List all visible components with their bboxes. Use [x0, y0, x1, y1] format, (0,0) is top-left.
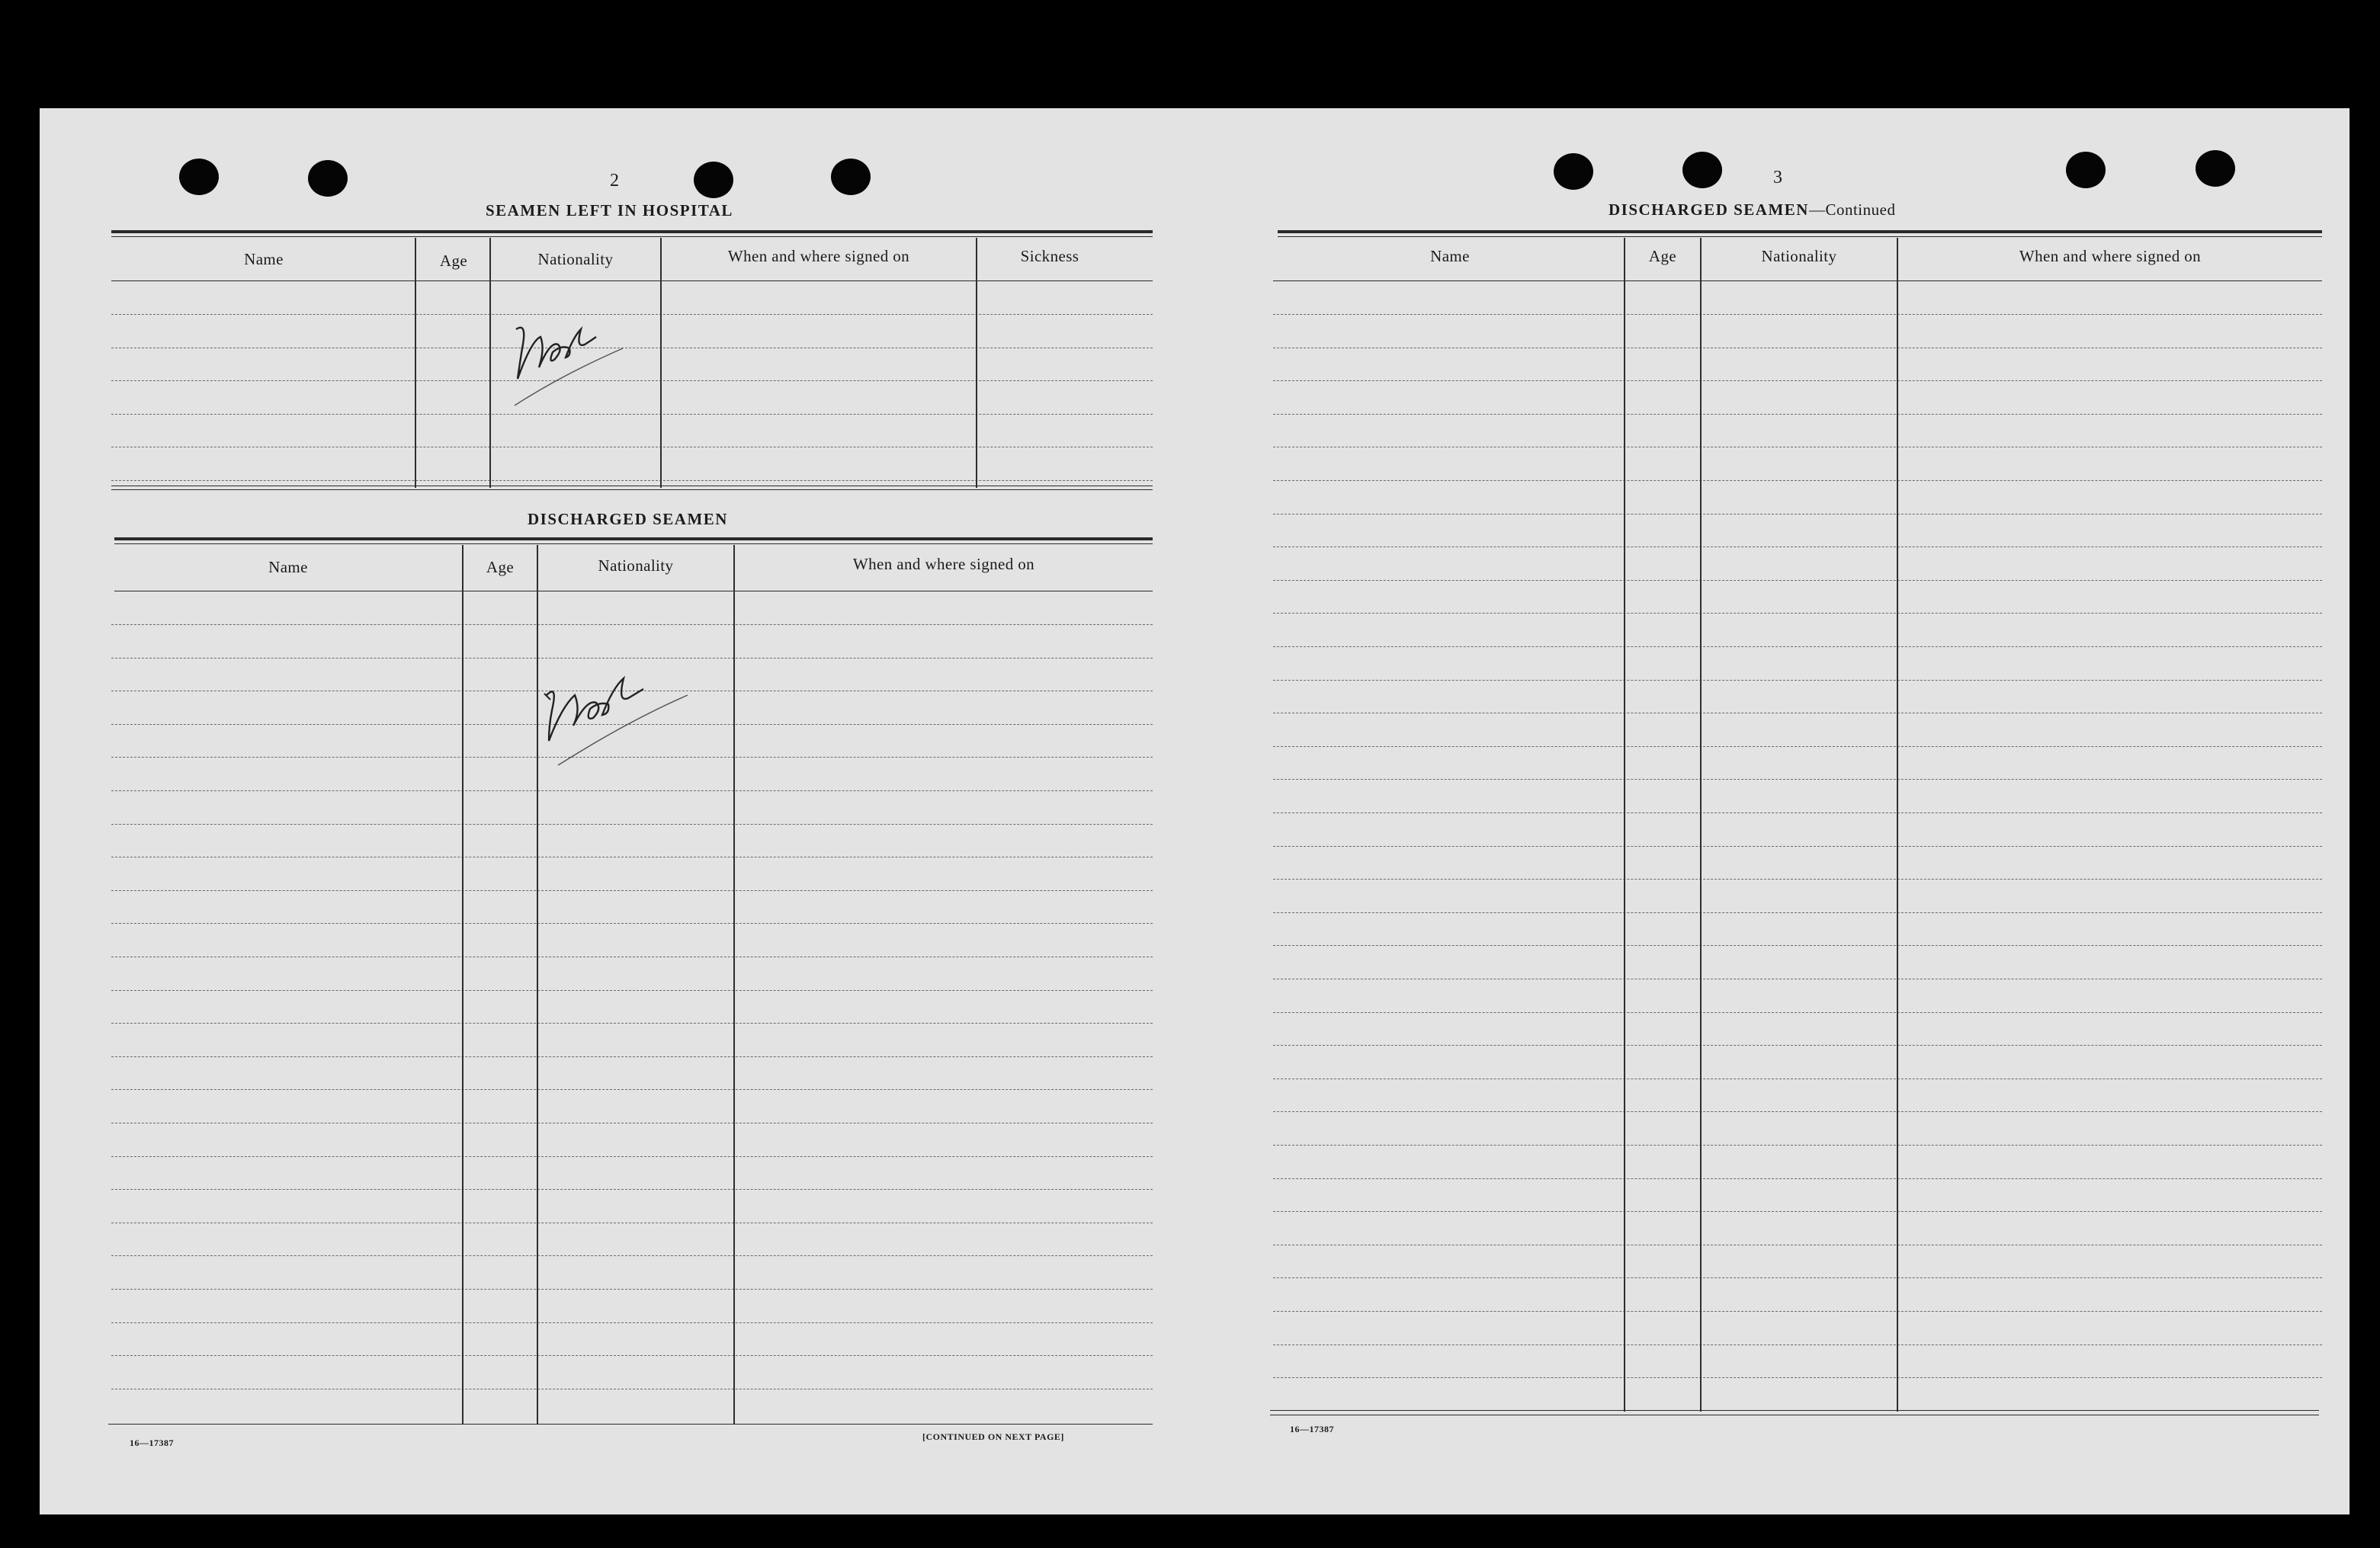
- hospital-col-name: Name: [244, 250, 284, 268]
- ledger-row-line: [1273, 1111, 2322, 1112]
- ledger-row-line: [1273, 1377, 2322, 1378]
- continued-divider: [1700, 238, 1702, 1412]
- ledger-row-line: [111, 1189, 1153, 1190]
- discharged-top-rule-2: [114, 543, 1153, 544]
- continued-divider: [1897, 238, 1898, 1412]
- continued-col-age: Age: [1648, 247, 1677, 265]
- hospital-bottom-rule-2: [111, 489, 1153, 490]
- ledger-row-line: [1273, 1145, 2322, 1146]
- ledger-row-line: [111, 1289, 1153, 1290]
- ledger-row-line: [111, 1023, 1153, 1024]
- ledger-row-line: [1273, 613, 2322, 614]
- punch-hole: [2066, 152, 2106, 188]
- hospital-header-rule: [111, 280, 1153, 281]
- ledger-row-line: [111, 1355, 1153, 1356]
- ledger-row-line: [1273, 646, 2322, 647]
- hospital-col-age: Age: [439, 252, 468, 270]
- discharged-col-signed-on: When and where signed on: [852, 555, 1035, 573]
- ledger-row-line: [1273, 580, 2322, 581]
- discharged-section-title: DISCHARGED SEAMEN: [528, 510, 728, 528]
- ledger-row-line: [1273, 779, 2322, 780]
- continued-header-rule: [1273, 280, 2322, 281]
- discharged-continued-suffix: —Continued: [1808, 200, 1896, 219]
- ledger-row-line: [1273, 1045, 2322, 1046]
- ledger-row-line: [1273, 380, 2322, 381]
- discharged-continued-title-main: DISCHARGED SEAMEN: [1609, 200, 1809, 219]
- punch-hole: [1554, 153, 1593, 190]
- discharged-continued-title: [1609, 200, 1895, 220]
- ledger-row-line: [111, 824, 1153, 825]
- hospital-top-rule: [111, 230, 1153, 233]
- hospital-top-rule-2: [111, 236, 1153, 237]
- ledger-row-line: [111, 1156, 1153, 1157]
- ledger-row-line: [1273, 680, 2322, 681]
- ledger-row-line: [1273, 546, 2322, 547]
- continued-col-name: Name: [1430, 247, 1470, 265]
- ledger-row-line: [1273, 414, 2322, 415]
- ledger-row-line: [1273, 314, 2322, 315]
- ledger-row-line: [1273, 1178, 2322, 1179]
- ledger-row-line: [1273, 846, 2322, 847]
- ledger-row-line: [111, 1255, 1153, 1256]
- page-number-left: 2: [610, 171, 619, 191]
- form-number-right: 16—17387: [1290, 1424, 1334, 1434]
- discharged-col-age: Age: [486, 558, 515, 576]
- ledger-row-line: [111, 480, 1153, 481]
- ledger-row-line: [1273, 1277, 2322, 1278]
- ledger-row-line: [1273, 1344, 2322, 1345]
- handwritten-none-discharged: [505, 634, 749, 771]
- punch-hole: [694, 162, 733, 198]
- hospital-col-nationality: Nationality: [537, 250, 614, 268]
- ledger-row-line: [1273, 480, 2322, 481]
- form-number-left: 16—17387: [130, 1437, 174, 1448]
- continued-col-signed-on: When and where signed on: [2019, 247, 2202, 265]
- hospital-col-signed-on: When and where signed on: [727, 247, 910, 265]
- discharged-divider: [462, 545, 463, 1424]
- ledger-row-line: [1273, 812, 2322, 813]
- hospital-section-title: SEAMEN LEFT IN HOSPITAL: [486, 201, 733, 220]
- punch-hole: [308, 160, 348, 197]
- punch-hole: [2196, 150, 2235, 187]
- ledger-row-line: [111, 990, 1153, 991]
- ledger-row-line: [1273, 1311, 2322, 1312]
- continued-divider: [1624, 238, 1625, 1412]
- hospital-col-sickness: Sickness: [1020, 247, 1079, 265]
- ledger-row-line: [1273, 1211, 2322, 1212]
- punch-hole: [1682, 152, 1722, 188]
- hospital-divider: [415, 238, 416, 488]
- continued-note: [CONTINUED ON NEXT PAGE]: [922, 1431, 1064, 1442]
- ledger-row-line: [1273, 945, 2322, 946]
- punch-hole: [179, 159, 219, 195]
- continued-bottom-rule: [1270, 1410, 2319, 1411]
- ledger-row-line: [111, 1322, 1153, 1323]
- continued-top-rule: [1278, 230, 2322, 233]
- discharged-top-rule: [114, 537, 1153, 540]
- continued-col-nationality: Nationality: [1761, 247, 1837, 265]
- ledger-row-line: [111, 790, 1153, 791]
- punch-hole: [831, 159, 871, 195]
- document-sheet: [40, 108, 2350, 1514]
- ledger-row-line: [1273, 746, 2322, 747]
- ledger-row-line: [1273, 912, 2322, 913]
- ledger-row-line: [1273, 1078, 2322, 1079]
- discharged-bottom-rule: [108, 1424, 1153, 1425]
- ledger-row-line: [111, 624, 1153, 625]
- ledger-row-line: [1273, 1012, 2322, 1013]
- page-number-right: 3: [1773, 168, 1782, 187]
- continued-top-rule-2: [1278, 236, 2322, 237]
- discharged-col-nationality: Nationality: [598, 556, 674, 575]
- ledger-row-line: [111, 1056, 1153, 1057]
- ledger-row-line: [111, 414, 1153, 415]
- ledger-row-line: [111, 890, 1153, 891]
- ledger-row-line: [111, 923, 1153, 924]
- discharged-col-name: Name: [268, 558, 308, 576]
- hospital-divider: [976, 238, 977, 488]
- handwritten-none-hospital: [486, 303, 669, 409]
- ledger-row-line: [1273, 879, 2322, 880]
- ledger-row-line: [111, 1089, 1153, 1090]
